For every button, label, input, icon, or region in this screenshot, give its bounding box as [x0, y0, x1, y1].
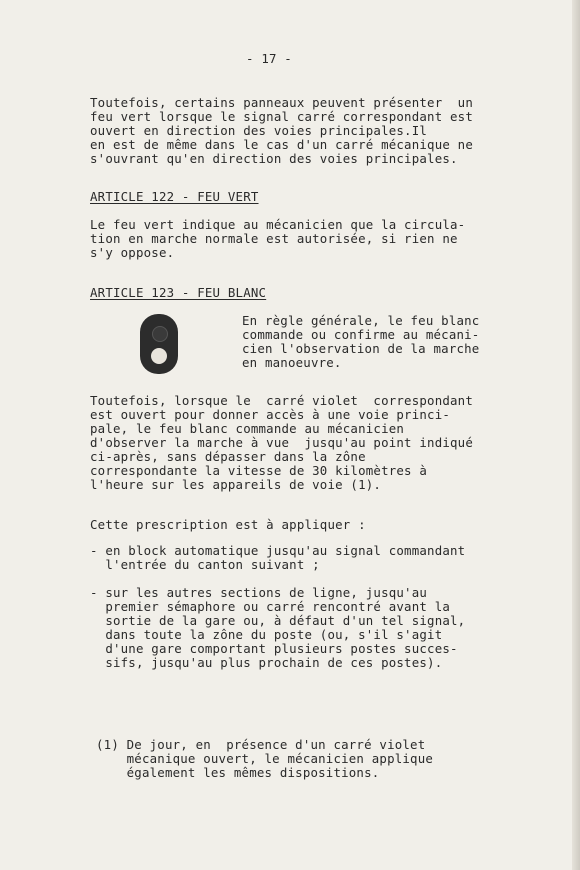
body-line: ci-après, sans dépasser dans la zône	[90, 449, 366, 464]
signal-lamp-white	[151, 348, 167, 364]
intro-line: Toutefois, certains panneaux peuvent présenter un	[90, 95, 473, 110]
intro-line: en est de même dans le cas d'un carré mécanique ne	[90, 137, 473, 152]
bullet-line: d'une gare comportant plusieurs postes succes-	[90, 641, 458, 656]
intro-line: ouvert en direction des voies principales.Il	[90, 123, 428, 138]
bullet-line: dans toute la zône du poste (ou, s'il s'agit	[90, 627, 443, 642]
prescription-line: Cette prescription est à appliquer :	[90, 517, 366, 532]
side-text-line: cien l'observation de la marche	[242, 341, 480, 356]
article-122-line: s'y oppose.	[90, 245, 175, 260]
page-edge-shadow	[572, 0, 580, 870]
bullet-line: premier sémaphore ou carré rencontré avant la	[90, 599, 451, 614]
body-line: Toutefois, lorsque le carré violet correspondant	[90, 393, 473, 408]
bullet-line: - en block automatique jusqu'au signal commandant	[90, 543, 466, 558]
article-122-heading: ARTICLE 122 - FEU VERT	[90, 189, 259, 204]
side-text-line: commande ou confirme au mécani-	[242, 327, 480, 342]
intro-line: s'ouvrant qu'en direction des voies principales.	[90, 151, 458, 166]
bullet-line: sifs, jusqu'au plus prochain de ces postes).	[90, 655, 443, 670]
body-line: correspondante la vitesse de 30 kilomètres à	[90, 463, 428, 478]
article-123-heading: ARTICLE 123 - FEU BLANC	[90, 285, 267, 300]
body-line: est ouvert pour donner accès à une voie princi-	[90, 407, 451, 422]
white-light-signal-icon	[140, 314, 178, 374]
body-line: l'heure sur les appareils de voie (1).	[90, 477, 382, 492]
footnote-line: (1) De jour, en présence d'un carré violet	[96, 737, 426, 752]
signal-lamp-off	[152, 326, 168, 342]
footnote-line: mécanique ouvert, le mécanicien applique	[96, 751, 434, 766]
body-line: pale, le feu blanc commande au mécanicien	[90, 421, 405, 436]
bullet-line: - sur les autres sections de ligne, jusqu'au	[90, 585, 428, 600]
article-122-line: tion en marche normale est autorisée, si rien ne	[90, 231, 458, 246]
bullet-line: l'entrée du canton suivant ;	[90, 557, 320, 572]
footnote-line: également les mêmes dispositions.	[96, 765, 380, 780]
side-text-line: en manoeuvre.	[242, 355, 342, 370]
article-122-line: Le feu vert indique au mécanicien que la circula-	[90, 217, 466, 232]
body-line: d'observer la marche à vue jusqu'au point indiqué	[90, 435, 473, 450]
bullet-line: sortie de la gare ou, à défaut d'un tel signal,	[90, 613, 466, 628]
side-text-line: En règle générale, le feu blanc	[242, 313, 480, 328]
intro-line: feu vert lorsque le signal carré correspondant est	[90, 109, 473, 124]
page-number: - 17 -	[246, 51, 292, 66]
